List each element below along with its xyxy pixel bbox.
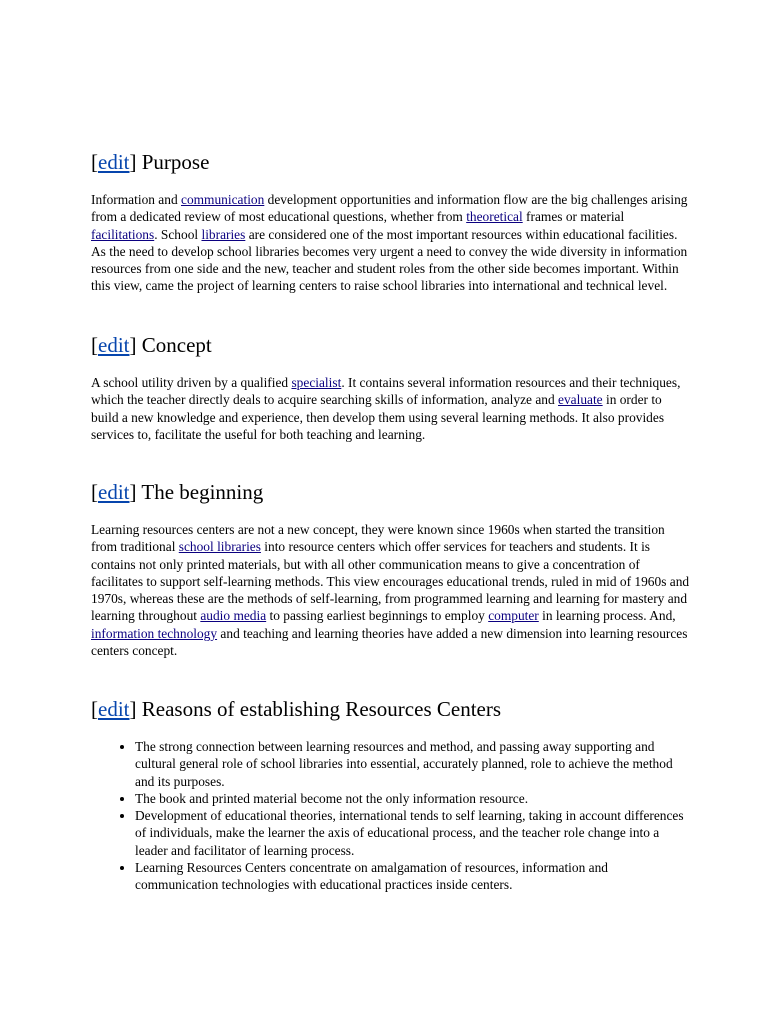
- list-item: • The strong connection between learning resources and method, and passing away supporting and cultural general role of school libraries into essential, accurately planned, role to achieve the method and its purposes.: [135, 738, 691, 790]
- heading-title: The beginning: [141, 480, 264, 504]
- edit-link[interactable]: edit: [98, 333, 130, 357]
- section-purpose: [91, 149, 691, 295]
- heading-beginning: [edit] The beginning: [91, 480, 264, 504]
- link-computer[interactable]: computer: [488, 608, 539, 624]
- list-item: • Learning Resources Centers concentrate on amalgamation of resources, information and communication technologies with educational practices inside centers.: [135, 859, 691, 894]
- link-libraries[interactable]: libraries: [201, 226, 246, 242]
- list-item: • The book and printed material become not the only information resource.: [135, 790, 691, 807]
- heading-purpose: [edit] Purpose: [91, 150, 210, 174]
- link-communication[interactable]: communication: [181, 192, 265, 207]
- text: frames or material: [522, 209, 625, 225]
- link-facilitations[interactable]: facilitations: [91, 226, 155, 242]
- text: Information and: [91, 192, 181, 207]
- heading-reasons: [edit] Reasons of establishing Resources Centers: [91, 697, 502, 721]
- heading-concept: [edit] Concept: [91, 333, 212, 357]
- text: and teaching and learning theories have added a new dimension into learning resources centers concept.: [91, 625, 688, 659]
- link-theoretical[interactable]: theoretical: [466, 209, 523, 225]
- link-information-technology[interactable]: information technology: [91, 625, 218, 641]
- paragraph-beginning: [91, 521, 691, 659]
- text: into resource centers which offer services for teachers and students. It is contains not only printed materials, but with all other communication means to give a concentration of facilitates to support self-learning methods. This view encourages educational trends, ruled in mid of 1960s and 1970s, whereas these are the methods of self-learning, from programmed learning and learning for mastery and learning throughout: [91, 539, 690, 624]
- text: in order to build a new knowledge and experience, then develop them using several learning methods. It also provides services to, facilitate the useful for both teaching and learning.: [91, 392, 665, 442]
- section-beginning: [91, 479, 691, 659]
- text: . It contains several information resources and their techniques, which the teacher directly deals to acquire searching skills of information, analyze and: [91, 375, 681, 408]
- paragraph-concept: [91, 374, 691, 443]
- heading-title: Purpose: [141, 150, 210, 174]
- text: Learning resources centers are not a new concept, they were known since 1960s when started the transition from traditional: [91, 522, 665, 555]
- paragraph-purpose: [91, 191, 691, 295]
- edit-link[interactable]: edit: [98, 150, 130, 174]
- edit-link[interactable]: edit: [98, 697, 130, 721]
- list-item: • Development of educational theories, international tends to self learning, taking in account differences of individuals, make the learner the axis of educational process, and the teacher role change into a leader and facilitator of learning process.: [135, 807, 691, 859]
- link-specialist[interactable]: specialist: [291, 375, 342, 390]
- section-reasons: [91, 696, 691, 894]
- link-audio-media[interactable]: audio media: [200, 608, 267, 624]
- edit-link[interactable]: edit: [98, 480, 130, 504]
- heading-title: Concept: [141, 333, 212, 357]
- text: are considered one of the most important resources within educational facilities. As the need to develop school libraries becomes very urgent a need to convey the wide diversity in information resources from one side and the new, teacher and student roles from the other side becomes important. Within this view, came the project of learning centers to raise school libraries into international and technical level.: [91, 226, 688, 294]
- link-school-libraries[interactable]: school libraries: [178, 539, 261, 555]
- text: development opportunities and information flow are the big challenges arising from a dedicated review of most educational questions, whether from: [91, 192, 688, 225]
- text: A school utility driven by a qualified: [91, 375, 292, 390]
- link-evaluate[interactable]: evaluate: [558, 392, 603, 408]
- text: . School: [154, 226, 202, 242]
- text: to passing earliest beginnings to employ: [266, 608, 489, 624]
- reasons-list: [91, 738, 691, 894]
- heading-title: Reasons of establishing Resources Centers: [141, 697, 502, 721]
- text: in learning process. And,: [538, 608, 676, 624]
- section-concept: [91, 332, 691, 443]
